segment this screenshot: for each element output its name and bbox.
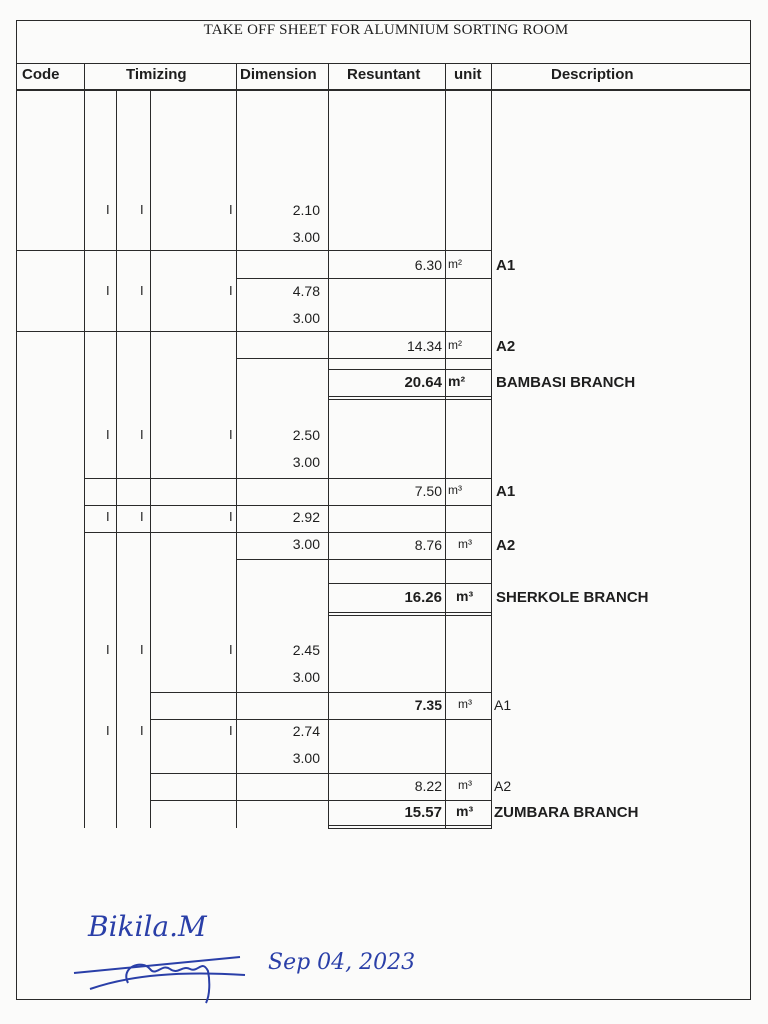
row-line [236, 278, 492, 279]
resultant-total: 16.26 [404, 589, 442, 606]
unit-value: m³ [458, 697, 472, 711]
tally-mark: I [229, 723, 233, 738]
resultant-value: 8.76 [414, 537, 442, 553]
col-sep-t1 [116, 90, 117, 828]
row-line [150, 800, 492, 801]
tally-mark: I [229, 427, 233, 442]
branch-name: SHERKOLE BRANCH [496, 589, 649, 606]
header-timizing: Timizing [126, 66, 187, 83]
resultant-value: 7.50 [414, 483, 442, 499]
header-description: Description [551, 66, 634, 83]
resultant-value: 14.34 [406, 338, 442, 354]
signature-date: Sep 04, 2023 [268, 950, 416, 975]
unit-value: m³ [456, 588, 474, 604]
tally-mark: I [229, 283, 233, 298]
row-line [16, 250, 492, 251]
dimension-value: 3.00 [292, 669, 320, 685]
dimension-value: 2.50 [292, 427, 320, 443]
header-dimension: Dimension [240, 66, 317, 83]
description-value: A2 [494, 778, 512, 794]
header-unit: unit [454, 66, 482, 83]
dimension-value: 3.00 [292, 454, 320, 470]
sheet-title: TAKE OFF SHEET FOR ALUMNIUM SORTING ROOM [203, 22, 569, 38]
header-bottom-line [16, 89, 751, 91]
signature-name: Bikila.M [88, 910, 207, 943]
dimension-value: 2.92 [292, 509, 320, 525]
unit-value: m³ [456, 803, 474, 819]
frame-top [16, 20, 751, 21]
col-sep-dim [236, 63, 237, 828]
tally-mark: I [140, 202, 144, 217]
row-line [236, 358, 492, 359]
unit-value: m² [448, 257, 462, 271]
tally-mark: I [106, 202, 110, 217]
header-top-line [16, 63, 751, 64]
tally-mark: I [140, 283, 144, 298]
tally-mark: I [229, 642, 233, 657]
row-line [84, 532, 492, 533]
unit-value: m² [448, 338, 462, 352]
description-value: A1 [494, 697, 512, 713]
tally-mark: I [106, 283, 110, 298]
row-line [84, 478, 492, 479]
row-line [150, 719, 492, 720]
col-sep-unit [445, 63, 446, 828]
row-line [328, 583, 492, 584]
row-line [328, 828, 492, 829]
dimension-value: 2.10 [292, 202, 320, 218]
tally-mark: I [229, 202, 233, 217]
unit-value: m³ [458, 778, 472, 792]
row-line [328, 612, 492, 613]
row-line [328, 399, 492, 400]
dimension-value: 3.00 [292, 229, 320, 245]
tally-mark: I [140, 427, 144, 442]
frame-left [16, 20, 17, 1000]
row-line [150, 692, 492, 693]
tally-mark: I [140, 509, 144, 524]
dimension-value: 3.00 [292, 750, 320, 766]
row-line [328, 369, 492, 370]
tally-mark: I [140, 723, 144, 738]
description-value: A1 [496, 257, 516, 274]
dimension-value: 3.00 [292, 310, 320, 326]
col-sep-desc [491, 63, 492, 828]
tally-mark: I [106, 509, 110, 524]
tally-mark: I [106, 642, 110, 657]
tally-mark: I [229, 509, 233, 524]
resultant-total: 15.57 [404, 804, 442, 821]
branch-name: ZUMBARA BRANCH [494, 804, 639, 821]
dimension-value: 2.45 [292, 642, 320, 658]
tally-mark: I [106, 723, 110, 738]
dimension-value: 3.00 [292, 536, 320, 552]
row-line [16, 331, 492, 332]
row-line [328, 396, 492, 397]
col-sep-res [328, 63, 329, 828]
dimension-value: 4.78 [292, 283, 320, 299]
resultant-value: 7.35 [414, 697, 442, 713]
description-value: A2 [496, 537, 516, 554]
col-sep-t2 [150, 90, 151, 828]
resultant-value: 6.30 [414, 257, 442, 273]
resultant-value: 8.22 [414, 778, 442, 794]
resultant-total: 20.64 [404, 374, 442, 391]
header-resultant: Resuntant [347, 66, 421, 83]
tally-mark: I [106, 427, 110, 442]
tally-mark: I [140, 642, 144, 657]
row-line [84, 505, 492, 506]
dimension-value: 2.74 [292, 723, 320, 739]
branch-name: BAMBASI BRANCH [496, 374, 636, 391]
description-value: A2 [496, 338, 516, 355]
col-sep-code [84, 63, 85, 828]
row-line [328, 615, 492, 616]
frame-right [750, 20, 751, 1000]
row-line [328, 825, 492, 826]
description-value: A1 [496, 483, 516, 500]
row-line [236, 559, 492, 560]
signature-scribble [70, 945, 260, 1005]
row-line [150, 773, 492, 774]
unit-value: m³ [448, 483, 462, 497]
unit-value: m³ [458, 537, 472, 551]
header-code: Code [22, 66, 60, 83]
unit-value: m² [448, 373, 466, 389]
